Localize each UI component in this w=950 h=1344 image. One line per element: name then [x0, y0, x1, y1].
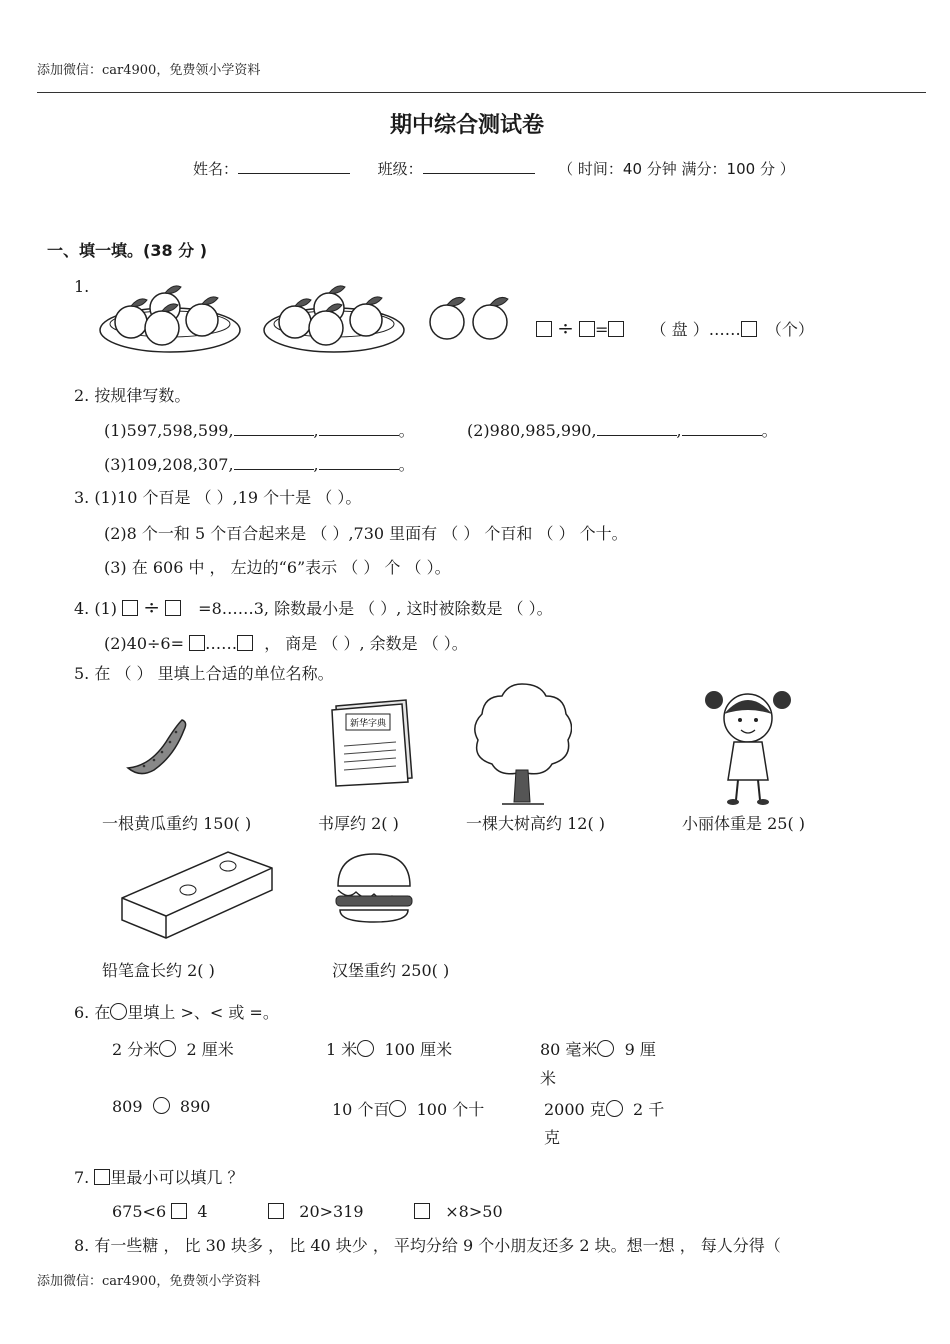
q2-text: 2. 按规律写数。	[74, 386, 191, 405]
q3-line1: 3. (1)10 个百是 （ ）,19 个十是 （ ）。	[74, 488, 362, 507]
q6-b: 1 米 100 厘米	[326, 1040, 453, 1059]
apple-plate-icon	[262, 278, 410, 360]
q6-f-wrap: 克	[544, 1128, 561, 1147]
q5-tree: 一棵大树高约 12( )	[466, 814, 606, 833]
time-note: （ 时间：40 分钟 满分：100 分 ）	[558, 160, 795, 178]
dictionary-label: 新华字典	[349, 719, 387, 729]
q7-text: 7. 里最小可以填几 ？	[74, 1168, 244, 1187]
student-info	[193, 158, 795, 179]
answer-box[interactable]	[171, 1203, 187, 1219]
q4-line1: 4. (1) ÷ =8……3, 除数最小是 （ ）, 这时被除数是 （ ）。	[74, 595, 553, 619]
answer-blank[interactable]	[319, 468, 399, 470]
answer-box[interactable]	[122, 600, 138, 616]
answer-box[interactable]	[741, 321, 757, 337]
name-label: 姓名：	[193, 160, 239, 178]
q2-seq2: (2)980,985,990, , 。	[467, 421, 778, 440]
q2-seq1: (1)597,598,599, , 。	[104, 421, 415, 440]
q7-item1: 675<6 4	[112, 1202, 208, 1221]
hamburger-icon	[332, 850, 416, 926]
dictionary-icon	[328, 696, 418, 788]
pencil-case-icon	[118, 848, 278, 942]
answer-box[interactable]	[414, 1203, 430, 1219]
q5-cucumber: 一根黄瓜重约 150( )	[102, 814, 252, 833]
q7-item2: 20>319	[268, 1202, 364, 1221]
answer-box[interactable]	[579, 321, 595, 337]
page-title: 期中综合测试卷	[390, 113, 545, 138]
watermark-bottom: 添加微信：car4900，免费领小学资料	[37, 1274, 261, 1289]
cucumber-icon	[124, 716, 190, 778]
q6-text: 6. 在 里填上 >、< 或 =。	[74, 1003, 279, 1022]
apple-icon	[426, 290, 516, 342]
watermark-top: 添加微信：car4900，免费领小学资料	[37, 63, 261, 78]
q5-hamburger: 汉堡重约 250( )	[332, 961, 450, 980]
q5-book: 书厚约 2( )	[318, 814, 399, 833]
answer-box[interactable]	[536, 321, 552, 337]
answer-box[interactable]	[94, 1169, 110, 1185]
compare-circle[interactable]	[606, 1100, 623, 1117]
answer-box[interactable]	[268, 1203, 284, 1219]
class-label: 班级：	[377, 160, 423, 178]
answer-box[interactable]	[189, 635, 205, 651]
compare-circle[interactable]	[389, 1100, 406, 1117]
q6-a: 2 分米 2 厘米	[112, 1040, 234, 1059]
class-blank[interactable]	[423, 172, 535, 174]
answer-blank[interactable]	[319, 434, 399, 436]
answer-blank[interactable]	[234, 434, 314, 436]
girl-icon	[700, 684, 796, 808]
compare-circle[interactable]	[110, 1003, 127, 1020]
answer-box[interactable]	[608, 321, 624, 337]
q4-line2: (2)40÷6= …… ， 商是 （ ）, 余数是 （ ）。	[104, 634, 468, 653]
q6-c: 80 毫米 9 厘	[540, 1040, 656, 1059]
q1-equation: ÷ = （ 盘 ）…… （个）	[536, 316, 814, 340]
answer-blank[interactable]	[597, 434, 677, 436]
q6-f: 2000 克 2 千	[544, 1100, 665, 1119]
compare-circle[interactable]	[153, 1097, 170, 1114]
compare-circle[interactable]	[159, 1040, 176, 1057]
header-divider	[37, 92, 926, 93]
q7-item3: ×8>50	[414, 1202, 503, 1221]
q5-text: 5. 在 （ ） 里填上合适的单位名称。	[74, 664, 334, 683]
name-blank[interactable]	[238, 172, 350, 174]
answer-box[interactable]	[165, 600, 181, 616]
q6-c-wrap: 米	[540, 1069, 557, 1088]
answer-box[interactable]	[237, 635, 253, 651]
tree-icon	[472, 680, 572, 806]
answer-blank[interactable]	[234, 468, 314, 470]
q3-line2: (2)8 个一和 5 个百合起来是 （ ）,730 里面有 （ ） 个百和 （ ） 个十。	[104, 524, 628, 543]
q3-line3: (3) 在 606 中 ， 左边的“6”表示 （ ） 个 （ ）。	[104, 558, 451, 577]
compare-circle[interactable]	[357, 1040, 374, 1057]
q6-e: 10 个百 100 个十	[332, 1100, 485, 1119]
q1-number: 1.	[74, 277, 90, 296]
q5-girl: 小丽体重是 25( )	[682, 814, 806, 833]
q2-seq3: (3)109,208,307, , 。	[104, 455, 415, 474]
compare-circle[interactable]	[597, 1040, 614, 1057]
apple-plate-icon	[98, 278, 246, 360]
q5-pencil-case: 铅笔盒长约 2( )	[102, 961, 215, 980]
answer-blank[interactable]	[682, 434, 762, 436]
q8-text: 8. 有一些糖 ， 比 30 块多 ， 比 40 块少 ， 平均分给 9 个小朋友还多 2 块。想一想 ， 每人分得（	[74, 1236, 781, 1255]
section-heading: 一、填一填。(38 分 )	[47, 241, 208, 260]
q6-d: 809 890	[112, 1097, 211, 1116]
